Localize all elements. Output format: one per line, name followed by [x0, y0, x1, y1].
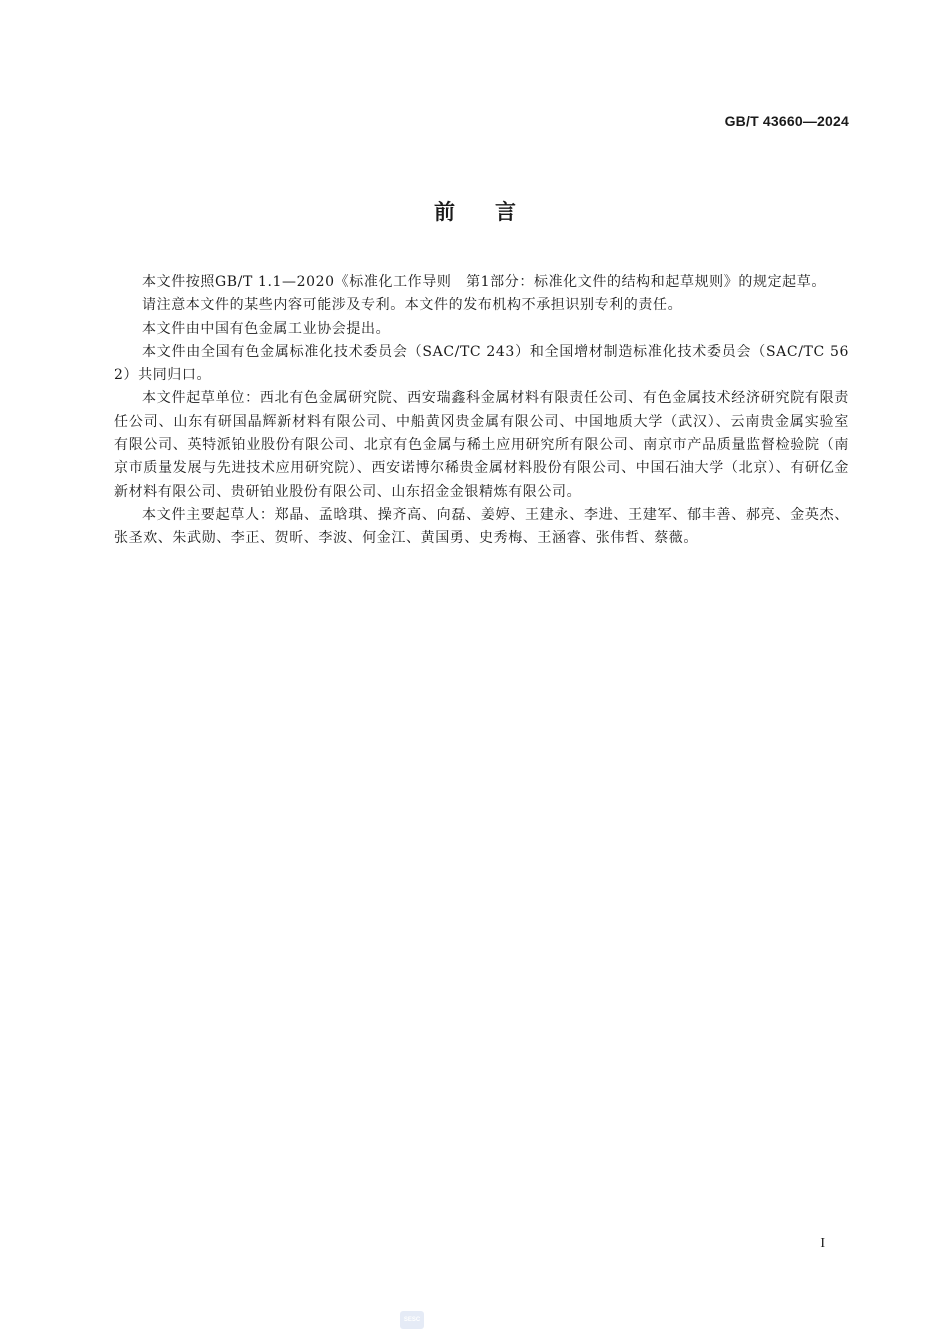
paragraph-patent-notice: 请注意本文件的某些内容可能涉及专利。本文件的发布机构不承担识别专利的责任。 — [142, 297, 683, 314]
paragraph-technical-committee: 本文件由全国有色金属标准化技术委员会（SAC/TC 243）和全国增材制造标准化技术委员会（SAC/TC 562）共同归口。 — [114, 343, 849, 384]
paragraph-proposed-by: 本文件由中国有色金属工业协会提出。 — [142, 320, 391, 337]
page-number: I — [820, 1236, 825, 1251]
watermark-logo: SESC — [400, 1311, 424, 1329]
paragraph-drafting-rules: 本文件按照GB/T 1.1—2020《标准化工作导则 第1部分：标准化文件的结构和起草规则》的规定起草。 — [142, 274, 826, 290]
paragraph-main-drafters: 本文件主要起草人：郑晶、孟晗琪、操齐高、向磊、姜婷、王建永、李进、王建军、郁丰善、郝亮、金英杰、张圣欢、朱武勋、李正、贺昕、李波、何金江、黄国勇、史秀梅、王涵睿、张伟哲、蔡薇。 — [114, 506, 849, 547]
paragraph-drafting-organizations: 本文件起草单位：西北有色金属研究院、西安瑞鑫科金属材料有限责任公司、有色金属技术经济研究院有限责任公司、山东有研国晶辉新材料有限公司、中船黄冈贵金属有限公司、中国地质大学（武汉）、云南贵金属实验室有限公司、英特派铂业股份有限公司、北京有色金属与稀土应用研究所有限公司、南京市产品质量监督检验院（南京市质量发展与先进技术应用研究院）、西安诺博尔稀贵金属材料股份有限公司、中国石油大学（北京）、有研亿金新材料有限公司、贵研铂业股份有限公司、山东招金金银精炼有限公司。 — [114, 390, 849, 500]
document-body — [114, 271, 849, 551]
page-title: 前言 — [434, 200, 556, 224]
standard-number: GB/T 43660—2024 — [724, 113, 849, 129]
